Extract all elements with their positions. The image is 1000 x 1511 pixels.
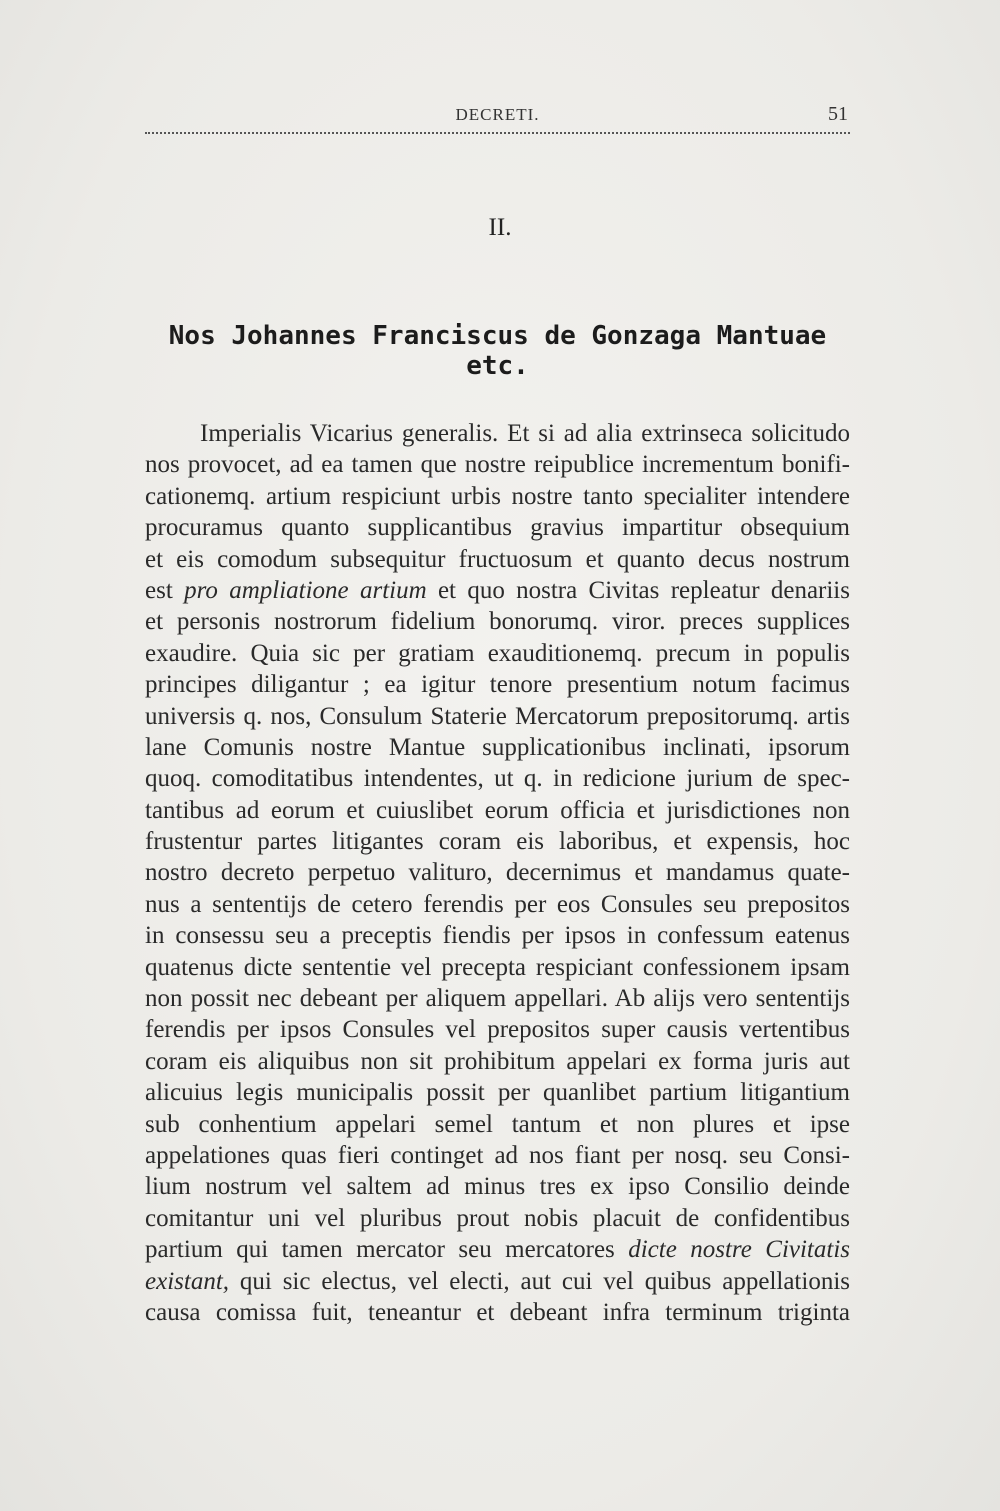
text-line: ferendis per ipsos Consules vel prepositos super causis vertentibus bbox=[145, 1016, 850, 1044]
section-number: II. bbox=[488, 214, 512, 241]
text-line: Imperialis Vicarius generalis. Et si ad alia extrinseca solicitudo bbox=[200, 420, 850, 447]
italic-phrase: dicte nostre Civitatis bbox=[628, 1236, 850, 1264]
text-line: cationemq. artium respiciunt urbis nostre tanto specialiter intendere bbox=[145, 482, 850, 510]
text-run: et quo nostra Civitas repleatur denariis bbox=[426, 576, 850, 604]
text-line: lane Comunis nostre Mantue supplicationibus inclinati, ipsorum bbox=[145, 733, 850, 761]
text-line: lium nostrum vel saltem ad minus tres ex ipso Consilio deinde bbox=[145, 1173, 850, 1201]
text-line: comitantur uni vel pluribus prout nobis placuit de confidentibus bbox=[145, 1204, 850, 1232]
running-title: DECRETI. bbox=[455, 105, 540, 124]
text-line: et personis nostrorum fidelium bonorumq. viror. preces supplices bbox=[145, 608, 850, 636]
text-line: exaudire. Quia sic per gratiam exauditionemq. precum in populis bbox=[145, 639, 850, 667]
text-line: appelationes quas fieri continget ad nos fiant per nosq. seu Consi- bbox=[145, 1141, 850, 1169]
text-line bbox=[145, 575, 850, 606]
text-line: alicuius legis municipalis possit per quanlibet partium litigantium bbox=[145, 1079, 850, 1107]
decree-heading: Nos Johannes Franciscus de Gonzaga Mantuae etc. bbox=[168, 321, 827, 381]
italic-phrase: existant, bbox=[145, 1267, 230, 1295]
text-line: nos provocet, ad ea tamen que nostre reipublice incrementum bonifi- bbox=[145, 451, 850, 479]
text-run: est bbox=[145, 576, 185, 604]
italic-phrase: pro ampliatione artium bbox=[184, 576, 427, 604]
text-line: sub conhentium appelari semel tantum et non plures et ipse bbox=[145, 1110, 850, 1138]
text-line bbox=[145, 1234, 850, 1265]
text-line: nostro decreto perpetuo valituro, decernimus et mandamus quate- bbox=[145, 859, 850, 887]
running-head bbox=[145, 100, 850, 134]
text-line: non possit nec debeant per aliquem appellari. Ab alijs vero sententijs bbox=[145, 985, 850, 1013]
text-line: tantibus ad eorum et cuiuslibet eorum officia et jurisdictiones non bbox=[145, 796, 850, 824]
text-line: procuramus quanto supplicantibus gravius impartitur obsequium bbox=[145, 514, 850, 542]
text-run: partium qui tamen mercator seu mercatores bbox=[145, 1236, 629, 1264]
text-line: principes diligantur ; ea igitur tenore presentium notum facimus bbox=[145, 671, 850, 699]
text-line: quatenus dicte sententie vel precepta respiciant confessionem ipsam bbox=[145, 953, 850, 981]
text-line: et eis comodum subsequitur fructuosum et quanto decus nostrum bbox=[145, 545, 850, 573]
decree-body bbox=[145, 418, 850, 1328]
text-line: causa comissa fuit, teneantur et debeant infra terminum triginta bbox=[145, 1298, 850, 1326]
text-line: frustentur partes litigantes coram eis laboribus, et expensis, hoc bbox=[145, 828, 850, 856]
page-number: 51 bbox=[828, 103, 848, 125]
text-line: in consessu seu a preceptis fiendis per ipsos in confessum eatenus bbox=[145, 922, 850, 950]
text-line bbox=[145, 1266, 850, 1297]
text-line: coram eis aliquibus non sit prohibitum appelari ex forma juris aut bbox=[145, 1047, 850, 1075]
text-run: qui sic electus, vel electi, aut cui vel quibus appellationis bbox=[229, 1267, 850, 1295]
text-line: universis q. nos, Consulum Staterie Mercatorum prepositorumq. artis bbox=[145, 702, 850, 730]
text-line: nus a sententijs de cetero ferendis per eos Consules seu prepositos bbox=[145, 890, 850, 918]
text-line: quoq. comoditatibus intendentes, ut q. in redicione jurium de spec- bbox=[145, 765, 850, 793]
